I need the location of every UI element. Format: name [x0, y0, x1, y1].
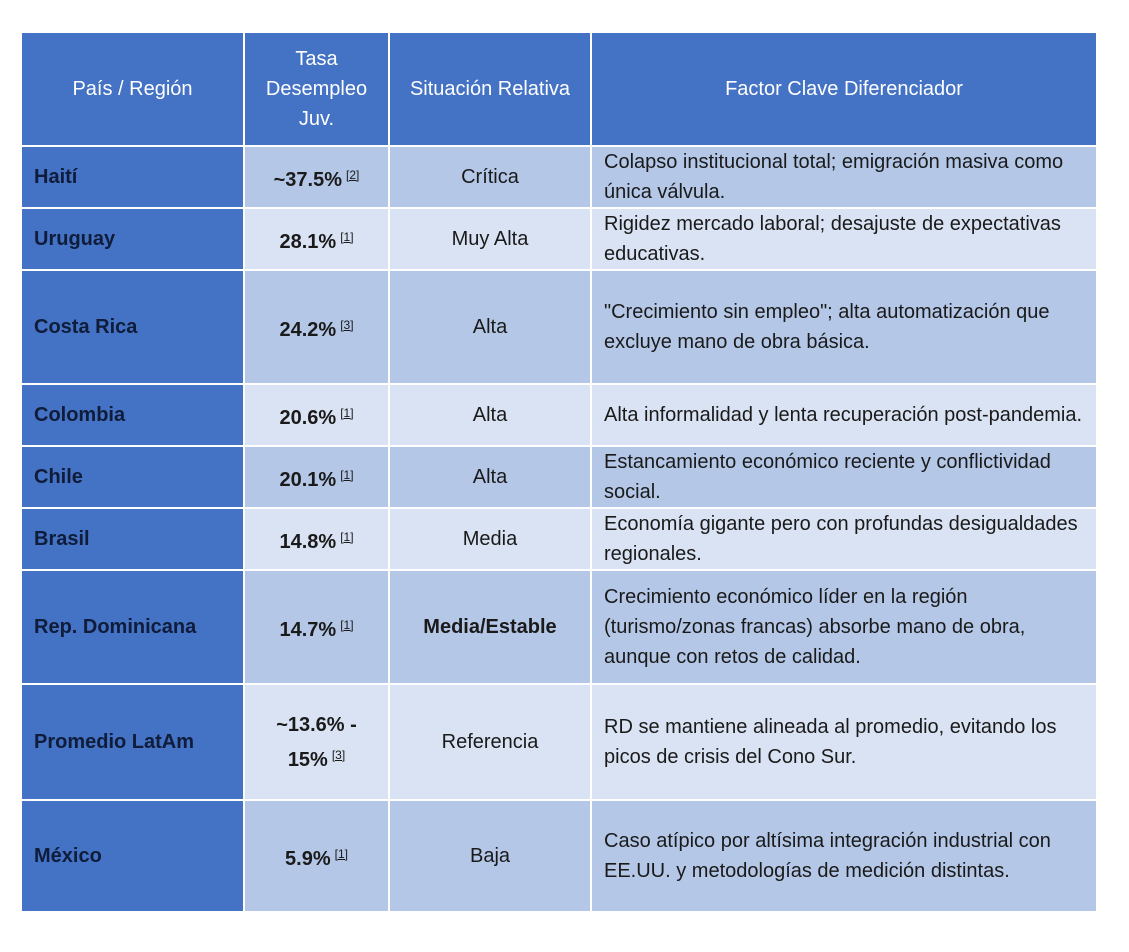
situation-cell: Referencia	[389, 684, 591, 800]
citation-link[interactable]: [1]	[340, 529, 354, 544]
country-cell: Chile	[21, 446, 244, 508]
rate-cell	[244, 684, 389, 800]
table-row	[21, 384, 1097, 446]
situation-cell: Media	[389, 508, 591, 570]
citation-link[interactable]: [1]	[340, 405, 354, 420]
situation-cell: Alta	[389, 270, 591, 384]
rate-value: 24.2%	[279, 318, 337, 341]
situation-cell: Crítica	[389, 146, 591, 208]
table-row	[21, 800, 1097, 912]
factor-cell: Alta informalidad y lenta recuperación post-pandemia.	[591, 384, 1097, 446]
citation-link[interactable]: [1]	[340, 229, 354, 244]
country-cell: Colombia	[21, 384, 244, 446]
rate-cell	[244, 508, 389, 570]
citation-link[interactable]: [1]	[340, 617, 354, 632]
rate-value: 14.8%	[279, 530, 337, 553]
country-cell: Brasil	[21, 508, 244, 570]
factor-cell: Caso atípico por altísima integración industrial con EE.UU. y metodologías de medición distintas.	[591, 800, 1097, 912]
citation-link[interactable]: [1]	[334, 846, 348, 861]
citation-link[interactable]: [3]	[340, 317, 354, 332]
rate-value-continued: 15%	[287, 748, 328, 771]
rate-cell	[244, 800, 389, 912]
rate-value: 20.6%	[279, 406, 337, 429]
header-rate-line2: Desempleo	[265, 78, 368, 100]
header-rate	[244, 32, 389, 146]
header-rate-line3: Juv.	[298, 108, 335, 130]
rate-value: ~13.6% -	[276, 713, 357, 736]
header-factor: Factor Clave Diferenciador	[591, 32, 1097, 146]
table-row	[21, 270, 1097, 384]
country-cell: Uruguay	[21, 208, 244, 270]
table-row	[21, 146, 1097, 208]
rate-cell	[244, 208, 389, 270]
country-cell: Promedio LatAm	[21, 684, 244, 800]
citation-link[interactable]: [2]	[346, 167, 360, 182]
rate-value: ~37.5%	[273, 168, 343, 191]
rate-cell	[244, 384, 389, 446]
factor-cell: Crecimiento económico líder en la región (turismo/zonas francas) absorbe mano de obra, aunque con retos de calidad.	[591, 570, 1097, 684]
country-cell: Haití	[21, 146, 244, 208]
citation-link[interactable]: [3]	[331, 747, 346, 762]
factor-cell: Estancamiento económico reciente y conflictividad social.	[591, 446, 1097, 508]
factor-cell: Rigidez mercado laboral; desajuste de expectativas educativas.	[591, 208, 1097, 270]
situation-cell: Alta	[389, 446, 591, 508]
rate-value: 14.7%	[279, 618, 337, 641]
country-cell: Costa Rica	[21, 270, 244, 384]
country-cell: México	[21, 800, 244, 912]
situation-cell: Baja	[389, 800, 591, 912]
table-row	[21, 508, 1097, 570]
situation-cell: Media/Estable	[389, 570, 591, 684]
rate-value: 20.1%	[279, 468, 337, 491]
unemployment-table	[20, 31, 1098, 913]
rate-cell	[244, 570, 389, 684]
header-rate-line1: Tasa	[295, 48, 338, 70]
header-situation: Situación Relativa	[389, 32, 591, 146]
factor-cell: Economía gigante pero con profundas desigualdades regionales.	[591, 508, 1097, 570]
factor-cell: RD se mantiene alineada al promedio, evitando los picos de crisis del Cono Sur.	[591, 684, 1097, 800]
rate-value: 28.1%	[279, 230, 337, 253]
rate-cell	[244, 146, 389, 208]
rate-value: 5.9%	[285, 847, 331, 870]
factor-cell: Colapso institucional total; emigración masiva como única válvula.	[591, 146, 1097, 208]
country-cell: Rep. Dominicana	[21, 570, 244, 684]
factor-cell: "Crecimiento sin empleo"; alta automatización que excluye mano de obra básica.	[591, 270, 1097, 384]
table-row	[21, 684, 1097, 800]
header-row	[21, 32, 1097, 146]
rate-cell	[244, 270, 389, 384]
citation-link[interactable]: [1]	[340, 467, 354, 482]
table-body	[21, 146, 1097, 912]
rate-cell	[244, 446, 389, 508]
table-row	[21, 446, 1097, 508]
table-row	[21, 570, 1097, 684]
header-country: País / Región	[21, 32, 244, 146]
situation-cell: Alta	[389, 384, 591, 446]
table-row	[21, 208, 1097, 270]
situation-cell: Muy Alta	[389, 208, 591, 270]
